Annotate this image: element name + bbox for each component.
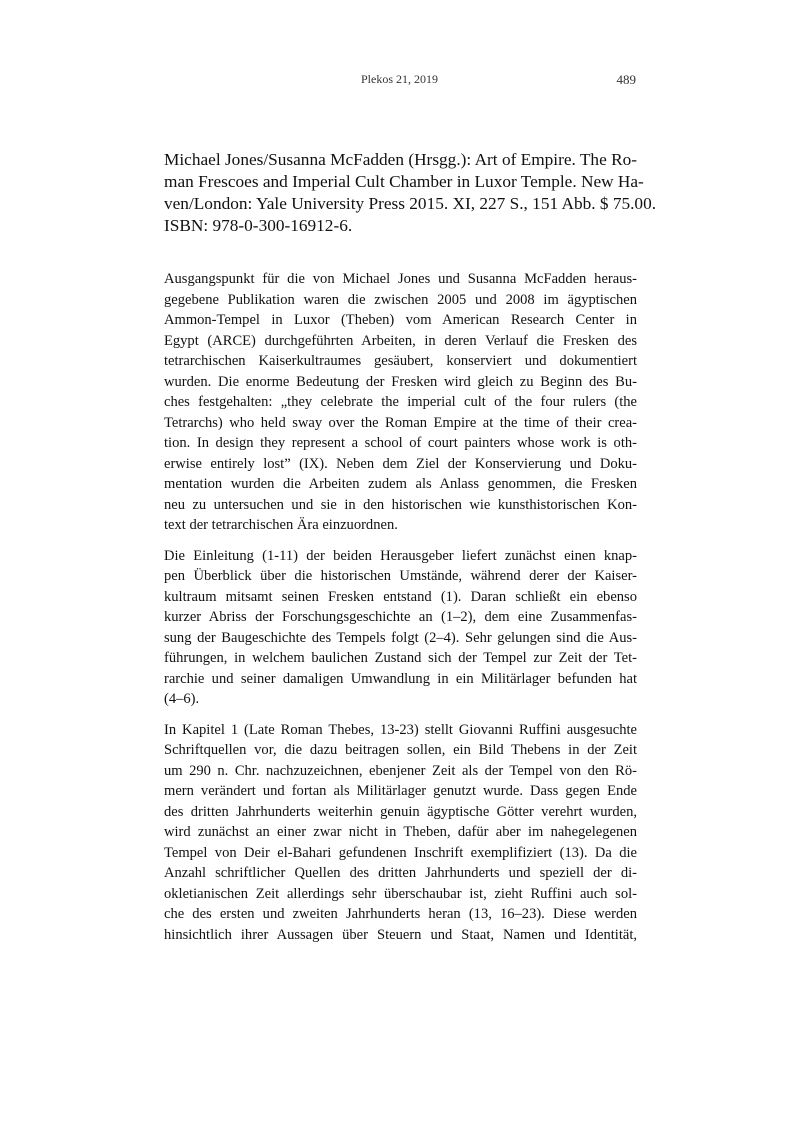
review-content: [164, 149, 657, 945]
heading-line: ISBN: 978-0-300-16912-6.: [164, 216, 353, 235]
text-line: gegebene Publikation waren die zwischen 2005 und 2008 im ägyptischen: [164, 291, 637, 308]
page-number: 489: [616, 72, 636, 87]
text-line: ches festgehalten: „they celebrate the imperial cult of the four rulers (the: [164, 394, 637, 410]
text-line: erwise entirely lost” (IX). Neben dem Ziel der Konservierung und Doku-: [164, 455, 637, 472]
text-line: In Kapitel 1 (Late Roman Thebes, 13-23) stellt Giovanni Ruffini ausgesuchte: [164, 721, 637, 738]
paragraph-introduction: [164, 269, 637, 536]
text-line: rarchie und seiner damaligen Umwandlung in ein Militärlager befunden hat: [164, 670, 637, 687]
text-line: hinsichtlich ihrer Aussagen über Steuern und Staat, Namen und Identität,: [164, 926, 637, 943]
text-line: Die Einleitung (1-11) der beiden Herausgeber liefert zunächst einen knap-: [164, 547, 637, 564]
text-line: neu zu untersuchen und sie in den historischen wie kunsthistorischen Kon-: [164, 496, 637, 513]
review-body: [164, 269, 637, 945]
text-line: Ausgangspunkt für die von Michael Jones und Susanna McFadden heraus-: [164, 271, 637, 287]
text-line: führungen, in welchem baulichen Zustand sich der Tempel zur Zeit der Tet-: [164, 650, 637, 666]
text-line: um 290 n. Chr. nachzuzeichnen, ebenjener Zeit als der Tempel von den Rö-: [164, 762, 637, 779]
text-line: pen Überblick über die historischen Umstände, während derer der Kaiser-: [164, 568, 637, 584]
text-line: text der tetrarchischen Ära einzuordnen.: [164, 517, 398, 533]
text-line: Egypt (ARCE) durchgeführten Arbeiten, in deren Verlauf die Fresken des: [164, 332, 637, 349]
text-line: Tetrarchs) who held sway over the Roman Empire at the time of their crea-: [164, 414, 637, 431]
text-line: wird zunächst an einer zwar nicht in Theben, dafür aber im nahegelegenen: [164, 824, 637, 840]
text-line: tion. In design they represent a school of court painters whose work is oth-: [164, 435, 637, 451]
heading-line: ven/London: Yale University Press 2015. XI, 227 S., 151 Abb. $ 75.00.: [164, 194, 657, 213]
running-head: [0, 72, 799, 92]
heading-line: man Frescoes and Imperial Cult Chamber in Luxor Temple. New Ha-: [164, 172, 644, 191]
heading-line: Michael Jones/Susanna McFadden (Hrsgg.): Art of Empire. The Ro-: [164, 150, 637, 169]
text-line: Schriftquellen vor, die dazu beitragen sollen, ein Bild Thebens in der Zeit: [164, 742, 637, 758]
text-line: sung der Baugeschichte des Tempels folgt (2–4). Sehr gelungen sind die Aus-: [164, 629, 637, 646]
text-line: che des ersten und zweiten Jahrhunderts heran (13, 16–23). Diese werden: [164, 906, 637, 922]
text-line: mern verändert und fortan als Militärlager genutzt wurde. Dass gegen Ende: [164, 783, 637, 799]
text-line: Ammon-Tempel in Luxor (Theben) vom American Research Center in: [164, 312, 637, 328]
text-line: Tempel von Deir el-Bahari gefundenen Inschrift exemplifiziert (13). Da die: [164, 844, 637, 861]
text-line: wurden. Die enorme Bedeutung der Fresken wird gleich zu Beginn des Bu-: [164, 373, 637, 390]
text-line: (4–6).: [164, 691, 200, 707]
journal-title: Plekos 21, 2019: [360, 72, 438, 86]
text-line: des dritten Jahrhunderts weiterhin genuin ägyptische Götter verehrt wurden,: [164, 803, 637, 820]
text-line: tetrarchischen Kaiserkultraumes gesäubert, konserviert und dokumentiert: [164, 353, 637, 369]
text-line: kurzer Abriss der Forschungsgeschichte an (1–2), dem eine Zusammenfas-: [164, 609, 637, 625]
text-line: Anzahl schriftlicher Quellen des dritten Jahrhunderts und speziell der di-: [164, 865, 637, 881]
text-line: okletianischen Zeit allerdings sehr überschaubar ist, zieht Ruffini auch sol-: [164, 885, 637, 902]
paragraph-einleitung: [164, 546, 637, 710]
book-citation-heading: [164, 149, 657, 237]
paragraph-kapitel-1: [164, 720, 637, 946]
text-line: kultraum mitsamt seinen Fresken entstand (1). Daran schließt ein ebenso: [164, 588, 637, 605]
text-line: mentation wurden die Arbeiten zudem als Anlass genommen, die Fresken: [164, 476, 637, 492]
